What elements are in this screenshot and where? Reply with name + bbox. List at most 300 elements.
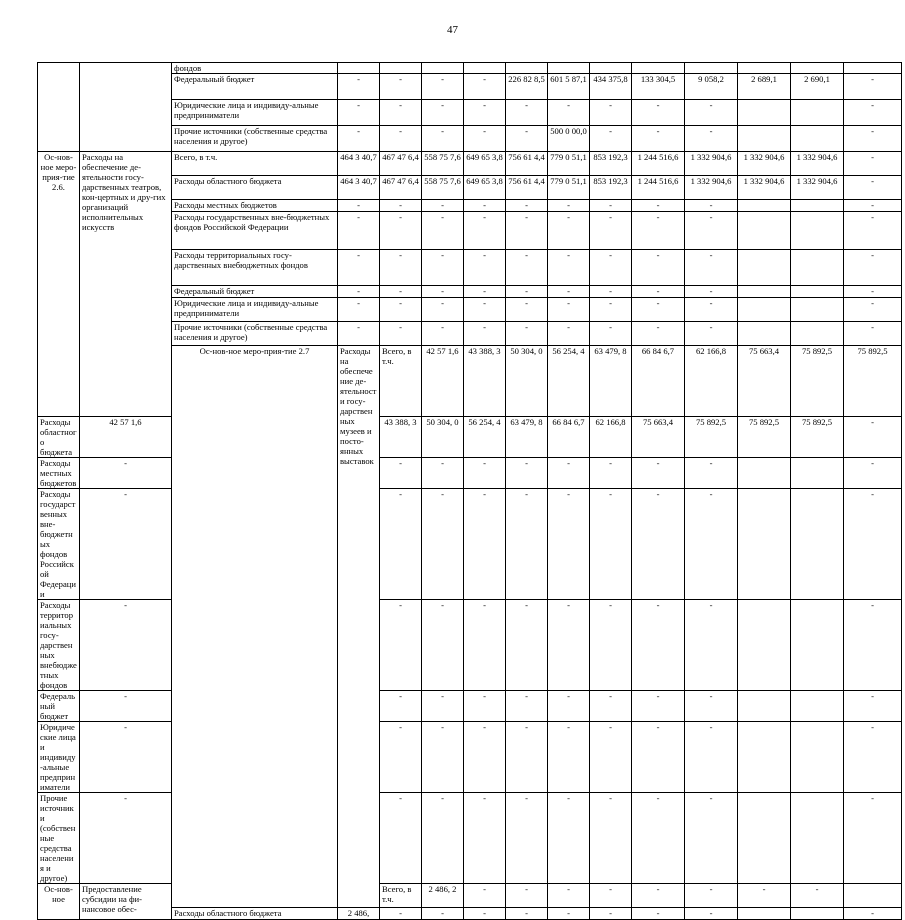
funding-source-cell: Расходы местных бюджетов [38, 458, 80, 489]
value-cell: 56 254, 4 [464, 417, 506, 458]
value-cell: - [590, 212, 632, 250]
value-cell [738, 322, 791, 346]
value-cell: 62 166,8 [685, 346, 738, 417]
value-cell: - [80, 793, 172, 884]
value-cell: - [506, 200, 548, 212]
value-cell: 779 0 51,1 [548, 152, 590, 176]
value-cell: 1 332 904,6 [791, 176, 844, 200]
funding-source-cell: Расходы территориальных госу-дарственных внебюджетных фондов [38, 600, 80, 691]
value-cell: - [506, 250, 548, 286]
value-cell: 2 486, 2 [422, 884, 464, 908]
value-cell: - [844, 908, 902, 920]
value-cell: - [685, 200, 738, 212]
value-cell: - [464, 884, 506, 908]
value-cell: - [632, 722, 685, 793]
value-cell: - [590, 489, 632, 600]
value-cell: - [590, 298, 632, 322]
funding-source-cell: Юридические лица и индивиду-альные предприниматели [172, 298, 338, 322]
funding-source-cell: Расходы областного бюджета [172, 176, 338, 200]
value-cell [738, 793, 791, 884]
value-cell: 434 375,8 [590, 74, 632, 100]
value-cell: - [464, 100, 506, 126]
value-cell: - [464, 286, 506, 298]
value-cell: 2 689,1 [738, 74, 791, 100]
value-cell: - [506, 793, 548, 884]
value-cell: - [844, 417, 902, 458]
value-cell: 75 892,5 [738, 417, 791, 458]
value-cell: 500 0 00,0 [548, 126, 590, 152]
value-cell: 42 57 1,6 [80, 417, 172, 458]
value-cell: - [464, 722, 506, 793]
value-cell: 467 47 6,4 [380, 152, 422, 176]
value-cell: 558 75 7,6 [422, 176, 464, 200]
value-cell [590, 63, 632, 74]
funding-source-cell: Расходы областного бюджета [172, 908, 338, 920]
value-cell: - [422, 126, 464, 152]
funding-source-cell: фондов [172, 63, 338, 74]
value-cell [338, 63, 380, 74]
value-cell: 56 254, 4 [548, 346, 590, 417]
value-cell: 853 192,3 [590, 176, 632, 200]
value-cell: 1 332 904,6 [685, 152, 738, 176]
value-cell: 75 663,4 [632, 417, 685, 458]
value-cell [685, 63, 738, 74]
value-cell: - [685, 600, 738, 691]
value-cell: - [548, 298, 590, 322]
value-cell: - [632, 322, 685, 346]
table-row [38, 600, 902, 691]
value-cell: - [632, 250, 685, 286]
value-cell: - [506, 722, 548, 793]
value-cell: - [844, 793, 902, 884]
value-cell: - [738, 884, 791, 908]
value-cell [791, 200, 844, 212]
value-cell: - [380, 322, 422, 346]
value-cell: - [422, 600, 464, 691]
table-row [38, 793, 902, 884]
value-cell: 601 5 87,1 [548, 74, 590, 100]
value-cell: - [548, 200, 590, 212]
funding-source-cell: Прочие источники (собственные средства населения и другое) [172, 322, 338, 346]
value-cell: - [685, 489, 738, 600]
funding-source-cell: Всего, в т.ч. [172, 152, 338, 176]
value-cell [738, 126, 791, 152]
value-cell [844, 63, 902, 74]
value-cell: 464 3 40,7 [338, 152, 380, 176]
value-cell [632, 63, 685, 74]
funding-source-cell: Расходы местных бюджетов [172, 200, 338, 212]
value-cell: - [422, 200, 464, 212]
value-cell: - [590, 126, 632, 152]
value-cell: - [685, 298, 738, 322]
description-cell: Расходы на обеспечение де-ятельности госу-дарственных театров, кон-цертных и дру-гих организаций исполнительных искусств [80, 152, 172, 417]
value-cell: 43 388, 3 [464, 346, 506, 417]
value-cell: - [844, 600, 902, 691]
value-cell: - [844, 212, 902, 250]
value-cell: - [844, 458, 902, 489]
value-cell [738, 63, 791, 74]
value-cell: 50 304, 0 [506, 346, 548, 417]
value-cell: 75 892,5 [844, 346, 902, 417]
description-cell [80, 63, 172, 152]
value-cell: - [685, 100, 738, 126]
funding-source-cell: Прочие источники (собственные средства населения и другое) [172, 126, 338, 152]
value-cell: - [338, 250, 380, 286]
value-cell: - [422, 458, 464, 489]
value-cell [791, 793, 844, 884]
value-cell: - [338, 322, 380, 346]
value-cell [791, 298, 844, 322]
value-cell: - [632, 126, 685, 152]
value-cell: - [338, 126, 380, 152]
value-cell: - [80, 489, 172, 600]
value-cell: - [422, 286, 464, 298]
value-cell: 75 892,5 [791, 417, 844, 458]
value-cell: - [422, 691, 464, 722]
value-cell [422, 63, 464, 74]
value-cell: - [685, 908, 738, 920]
value-cell: - [380, 600, 422, 691]
value-cell [791, 908, 844, 920]
value-cell: - [506, 212, 548, 250]
value-cell: 1 332 904,6 [738, 176, 791, 200]
value-cell: 1 244 516,6 [632, 152, 685, 176]
value-cell: - [380, 908, 422, 920]
value-cell: 467 47 6,4 [380, 176, 422, 200]
value-cell: - [844, 250, 902, 286]
value-cell: - [548, 793, 590, 884]
value-cell: - [685, 126, 738, 152]
value-cell: 1 332 904,6 [685, 176, 738, 200]
value-cell: - [506, 100, 548, 126]
value-cell: - [80, 458, 172, 489]
value-cell: - [844, 100, 902, 126]
value-cell: - [422, 74, 464, 100]
value-cell: - [548, 489, 590, 600]
value-cell [506, 63, 548, 74]
value-cell: - [464, 908, 506, 920]
value-cell [738, 722, 791, 793]
funding-source-cell: Расходы государственных вне-бюджетных фондов Российской Федерации [172, 212, 338, 250]
value-cell: - [632, 600, 685, 691]
value-cell: - [422, 298, 464, 322]
value-cell: 649 65 3,8 [464, 152, 506, 176]
value-cell: - [422, 212, 464, 250]
value-cell: - [685, 691, 738, 722]
value-cell: - [844, 74, 902, 100]
value-cell: - [685, 884, 738, 908]
value-cell: - [464, 793, 506, 884]
value-cell: - [844, 322, 902, 346]
table-row [38, 722, 902, 793]
table-row [38, 152, 902, 176]
value-cell: - [844, 176, 902, 200]
value-cell: 1 244 516,6 [632, 176, 685, 200]
value-cell: - [632, 286, 685, 298]
value-cell: - [338, 212, 380, 250]
value-cell: - [844, 489, 902, 600]
value-cell: - [548, 286, 590, 298]
value-cell: - [632, 793, 685, 884]
value-cell: - [422, 100, 464, 126]
value-cell: - [464, 200, 506, 212]
value-cell: 62 166,8 [590, 417, 632, 458]
value-cell: - [632, 212, 685, 250]
value-cell: 75 663,4 [738, 346, 791, 417]
value-cell: - [548, 691, 590, 722]
value-cell: - [380, 793, 422, 884]
value-cell: - [506, 884, 548, 908]
value-cell: - [506, 322, 548, 346]
value-cell: 9 058,2 [685, 74, 738, 100]
value-cell [791, 250, 844, 286]
value-cell [738, 489, 791, 600]
value-cell: - [548, 722, 590, 793]
value-cell: 66 84 6,7 [632, 346, 685, 417]
value-cell: - [844, 722, 902, 793]
value-cell: - [464, 126, 506, 152]
value-cell [791, 212, 844, 250]
value-cell: 756 61 4,4 [506, 176, 548, 200]
value-cell: - [380, 74, 422, 100]
value-cell: - [380, 286, 422, 298]
value-cell: - [685, 212, 738, 250]
value-cell: - [632, 884, 685, 908]
value-cell: - [548, 100, 590, 126]
value-cell: - [338, 298, 380, 322]
value-cell: - [590, 884, 632, 908]
value-cell: - [422, 322, 464, 346]
table-row [38, 489, 902, 600]
value-cell: - [590, 200, 632, 212]
value-cell [791, 722, 844, 793]
value-cell [791, 286, 844, 298]
funding-source-cell: Расходы территориальных госу-дарственных внебюджетных фондов [172, 250, 338, 286]
value-cell: 2 486, [338, 908, 380, 920]
value-cell: - [380, 250, 422, 286]
value-cell: 43 388, 3 [380, 417, 422, 458]
value-cell [738, 298, 791, 322]
value-cell [738, 250, 791, 286]
value-cell: - [338, 100, 380, 126]
value-cell: - [548, 458, 590, 489]
funding-source-cell: Федеральный бюджет [172, 286, 338, 298]
value-cell: - [80, 600, 172, 691]
value-cell: 464 3 40,7 [338, 176, 380, 200]
value-cell [791, 458, 844, 489]
value-cell: - [464, 600, 506, 691]
table-row [38, 691, 902, 722]
value-cell: - [791, 884, 844, 908]
value-cell [791, 322, 844, 346]
value-cell: - [590, 691, 632, 722]
value-cell: - [548, 600, 590, 691]
value-cell: 63 479, 8 [506, 417, 548, 458]
value-cell: - [548, 250, 590, 286]
value-cell: - [590, 250, 632, 286]
value-cell: - [464, 212, 506, 250]
value-cell: - [590, 908, 632, 920]
value-cell: - [685, 458, 738, 489]
value-cell: - [464, 74, 506, 100]
value-cell [791, 100, 844, 126]
value-cell: - [632, 200, 685, 212]
value-cell: - [422, 722, 464, 793]
value-cell: - [80, 722, 172, 793]
value-cell: - [380, 489, 422, 600]
value-cell: 2 690,1 [791, 74, 844, 100]
funding-source-cell: Расходы государственных вне-бюджетных фондов Российской Федерации [38, 489, 80, 600]
value-cell [738, 908, 791, 920]
value-cell: 50 304, 0 [422, 417, 464, 458]
value-cell [738, 691, 791, 722]
value-cell: - [380, 458, 422, 489]
measure-cell: Ос-нов-ное меро-прия-тие 2.6. [38, 152, 80, 417]
value-cell: - [422, 908, 464, 920]
value-cell: - [844, 200, 902, 212]
value-cell: - [685, 793, 738, 884]
value-cell: - [844, 286, 902, 298]
value-cell: - [464, 298, 506, 322]
funding-source-cell: Всего, в т.ч. [380, 884, 422, 908]
value-cell: 63 479, 8 [590, 346, 632, 417]
value-cell: - [506, 600, 548, 691]
value-cell [791, 600, 844, 691]
value-cell: - [685, 250, 738, 286]
value-cell: 133 304,5 [632, 74, 685, 100]
value-cell: - [422, 793, 464, 884]
value-cell: - [506, 286, 548, 298]
value-cell: - [685, 286, 738, 298]
table-row [38, 63, 902, 74]
value-cell: - [548, 884, 590, 908]
value-cell: - [632, 908, 685, 920]
value-cell: - [80, 691, 172, 722]
value-cell: - [548, 908, 590, 920]
value-cell: - [632, 691, 685, 722]
value-cell: - [380, 722, 422, 793]
table-row [38, 884, 902, 908]
value-cell [791, 126, 844, 152]
value-cell: - [590, 600, 632, 691]
value-cell: - [506, 908, 548, 920]
value-cell: - [685, 722, 738, 793]
value-cell: 558 75 7,6 [422, 152, 464, 176]
value-cell: - [338, 74, 380, 100]
value-cell: - [844, 298, 902, 322]
value-cell: - [506, 298, 548, 322]
table-row [38, 458, 902, 489]
value-cell: 75 892,5 [685, 417, 738, 458]
value-cell: 756 61 4,4 [506, 152, 548, 176]
value-cell [464, 63, 506, 74]
page-number: 47 [447, 24, 458, 36]
value-cell: - [685, 322, 738, 346]
value-cell [791, 489, 844, 600]
funding-source-cell: Расходы областного бюджета [38, 417, 80, 458]
value-cell: - [844, 691, 902, 722]
funding-source-cell: Юридические лица и индивиду-альные предприниматели [172, 100, 338, 126]
value-cell [738, 600, 791, 691]
value-cell: - [506, 458, 548, 489]
value-cell: - [380, 100, 422, 126]
value-cell: 853 192,3 [590, 152, 632, 176]
value-cell: - [590, 458, 632, 489]
funding-source-cell: Всего, в т.ч. [380, 346, 422, 417]
table-row [38, 417, 902, 458]
value-cell: - [464, 458, 506, 489]
funding-source-cell: Федеральный бюджет [172, 74, 338, 100]
value-cell: - [422, 250, 464, 286]
value-cell: - [590, 722, 632, 793]
value-cell: - [632, 458, 685, 489]
value-cell: - [844, 152, 902, 176]
value-cell: - [422, 489, 464, 600]
measure-cell: Ос-нов-ное меро-прия-тие 2.7 [172, 346, 338, 908]
value-cell: - [506, 691, 548, 722]
value-cell: - [464, 691, 506, 722]
value-cell: - [548, 212, 590, 250]
value-cell: 1 332 904,6 [791, 152, 844, 176]
value-cell: - [338, 286, 380, 298]
funding-source-cell: Прочие источники (собственные средства населения и другое) [38, 793, 80, 884]
value-cell: 649 65 3,8 [464, 176, 506, 200]
value-cell: - [506, 126, 548, 152]
value-cell: 779 0 51,1 [548, 176, 590, 200]
value-cell [738, 212, 791, 250]
value-cell: - [464, 489, 506, 600]
value-cell: 66 84 6,7 [548, 417, 590, 458]
measure-cell: Ос-нов-ное [38, 884, 80, 920]
description-cell: Расходы на обеспечение де-ятельности госу-дарственных музеев и посто-янных выставок [338, 346, 380, 908]
value-cell [791, 691, 844, 722]
value-cell: - [506, 489, 548, 600]
value-cell: - [548, 322, 590, 346]
value-cell [738, 458, 791, 489]
value-cell: - [590, 286, 632, 298]
value-cell: - [590, 322, 632, 346]
value-cell: - [632, 489, 685, 600]
value-cell: - [380, 126, 422, 152]
value-cell: - [380, 212, 422, 250]
value-cell: - [590, 100, 632, 126]
value-cell [738, 100, 791, 126]
value-cell [844, 884, 902, 908]
value-cell: - [632, 298, 685, 322]
value-cell: - [380, 200, 422, 212]
value-cell: 42 57 1,6 [422, 346, 464, 417]
value-cell: - [464, 322, 506, 346]
value-cell: 75 892,5 [791, 346, 844, 417]
measure-cell [38, 63, 80, 152]
value-cell: - [844, 126, 902, 152]
description-cell: Предоставление субсидии на фи-нансовое обес- [80, 884, 172, 920]
funding-source-cell: Юридические лица и индивиду-альные предприниматели [38, 722, 80, 793]
value-cell [380, 63, 422, 74]
value-cell [791, 63, 844, 74]
funding-source-cell: Федеральный бюджет [38, 691, 80, 722]
value-cell: - [464, 250, 506, 286]
value-cell: - [590, 793, 632, 884]
value-cell [738, 200, 791, 212]
value-cell: - [380, 691, 422, 722]
value-cell: - [380, 298, 422, 322]
value-cell: - [338, 200, 380, 212]
value-cell: 226 82 8,5 [506, 74, 548, 100]
value-cell [548, 63, 590, 74]
value-cell: 1 332 904,6 [738, 152, 791, 176]
budget-table [37, 62, 902, 920]
